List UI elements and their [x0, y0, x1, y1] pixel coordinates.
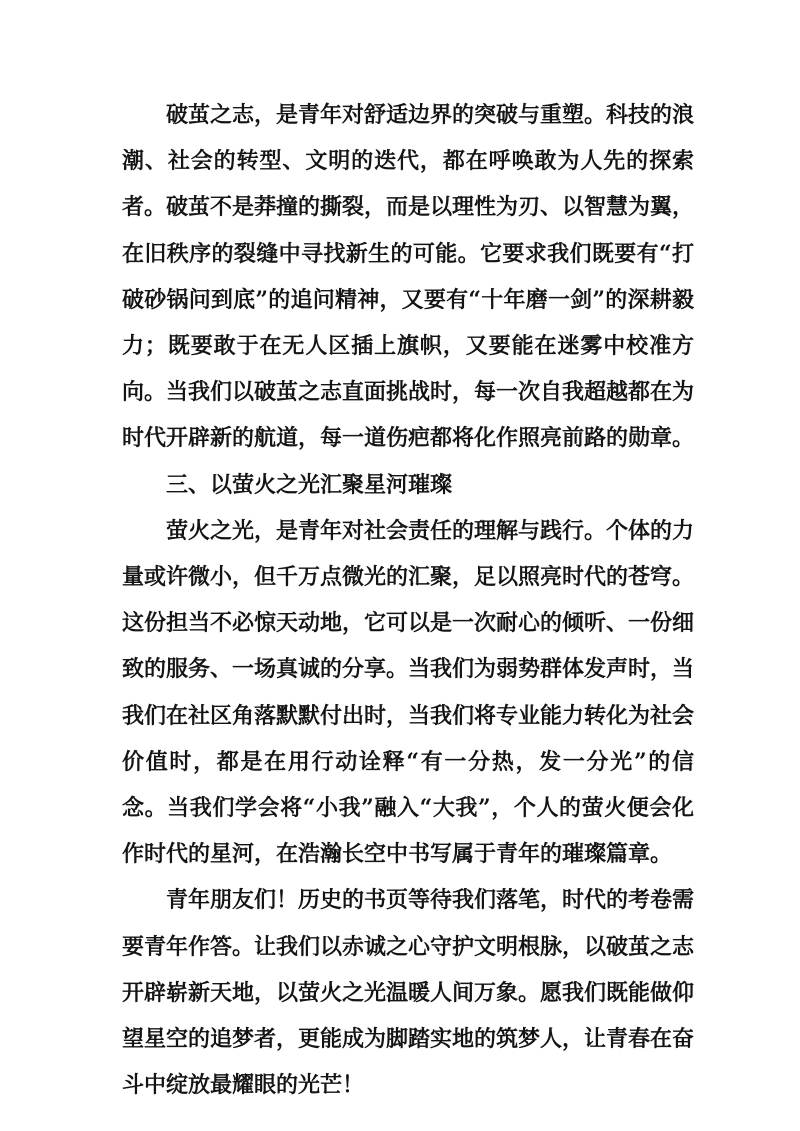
section-heading: 三、以萤火之光汇聚星河璀璨: [166, 471, 453, 498]
paragraph-closing-appeal: 青年朋友们！历史的书页等待我们落笔，时代的考卷需要青年作答。让我们以赤诚之心守护文明根脉，以破茧之志开辟崭新天地，以萤火之光温暖人间万象。愿我们既能做仰望星空的追梦者，更能成为脚踏实地的筑梦人，让青春在奋斗中绽放最耀眼的光芒！: [122, 887, 695, 1099]
paragraph-breaking-cocoon: 破茧之志，是青年对舒适边界的突破与重塑。科技的浪潮、社会的转型、文明的迭代，都在呼唤敢为人先的探索者。破茧不是莽撞的撕裂，而是以理性为刃、以智慧为翼，在旧秩序的裂缝中寻找新生的可能。它要求我们既要有“打破砂锅问到底”的追问精神，又要有“十年磨一剑”的深耕毅力；既要敢于在无人区插上旗帜，又要能在迷雾中校准方向。当我们以破茧之志直面挑战时，每一次自我超越都在为时代开辟新的航道，每一道伤疤都将化作照亮前路的勋章。: [122, 102, 695, 452]
paragraph-firefly-light: 萤火之光，是青年对社会责任的理解与践行。个体的力量或许微小，但千万点微光的汇聚，足以照亮时代的苍穹。这份担当不必惊天动地，它可以是一次耐心的倾听、一份细致的服务、一场真诚的分享。当我们为弱势群体发声时，当我们在社区角落默默付出时，当我们将专业能力转化为社会价值时，都是在用行动诠释“有一分热，发一分光”的信念。当我们学会将“小我”融入“大我”，个人的萤火便会化作时代的星河，在浩瀚长空中书写属于青年的璀璨篇章。: [122, 517, 695, 868]
document-body: [122, 92, 694, 1108]
